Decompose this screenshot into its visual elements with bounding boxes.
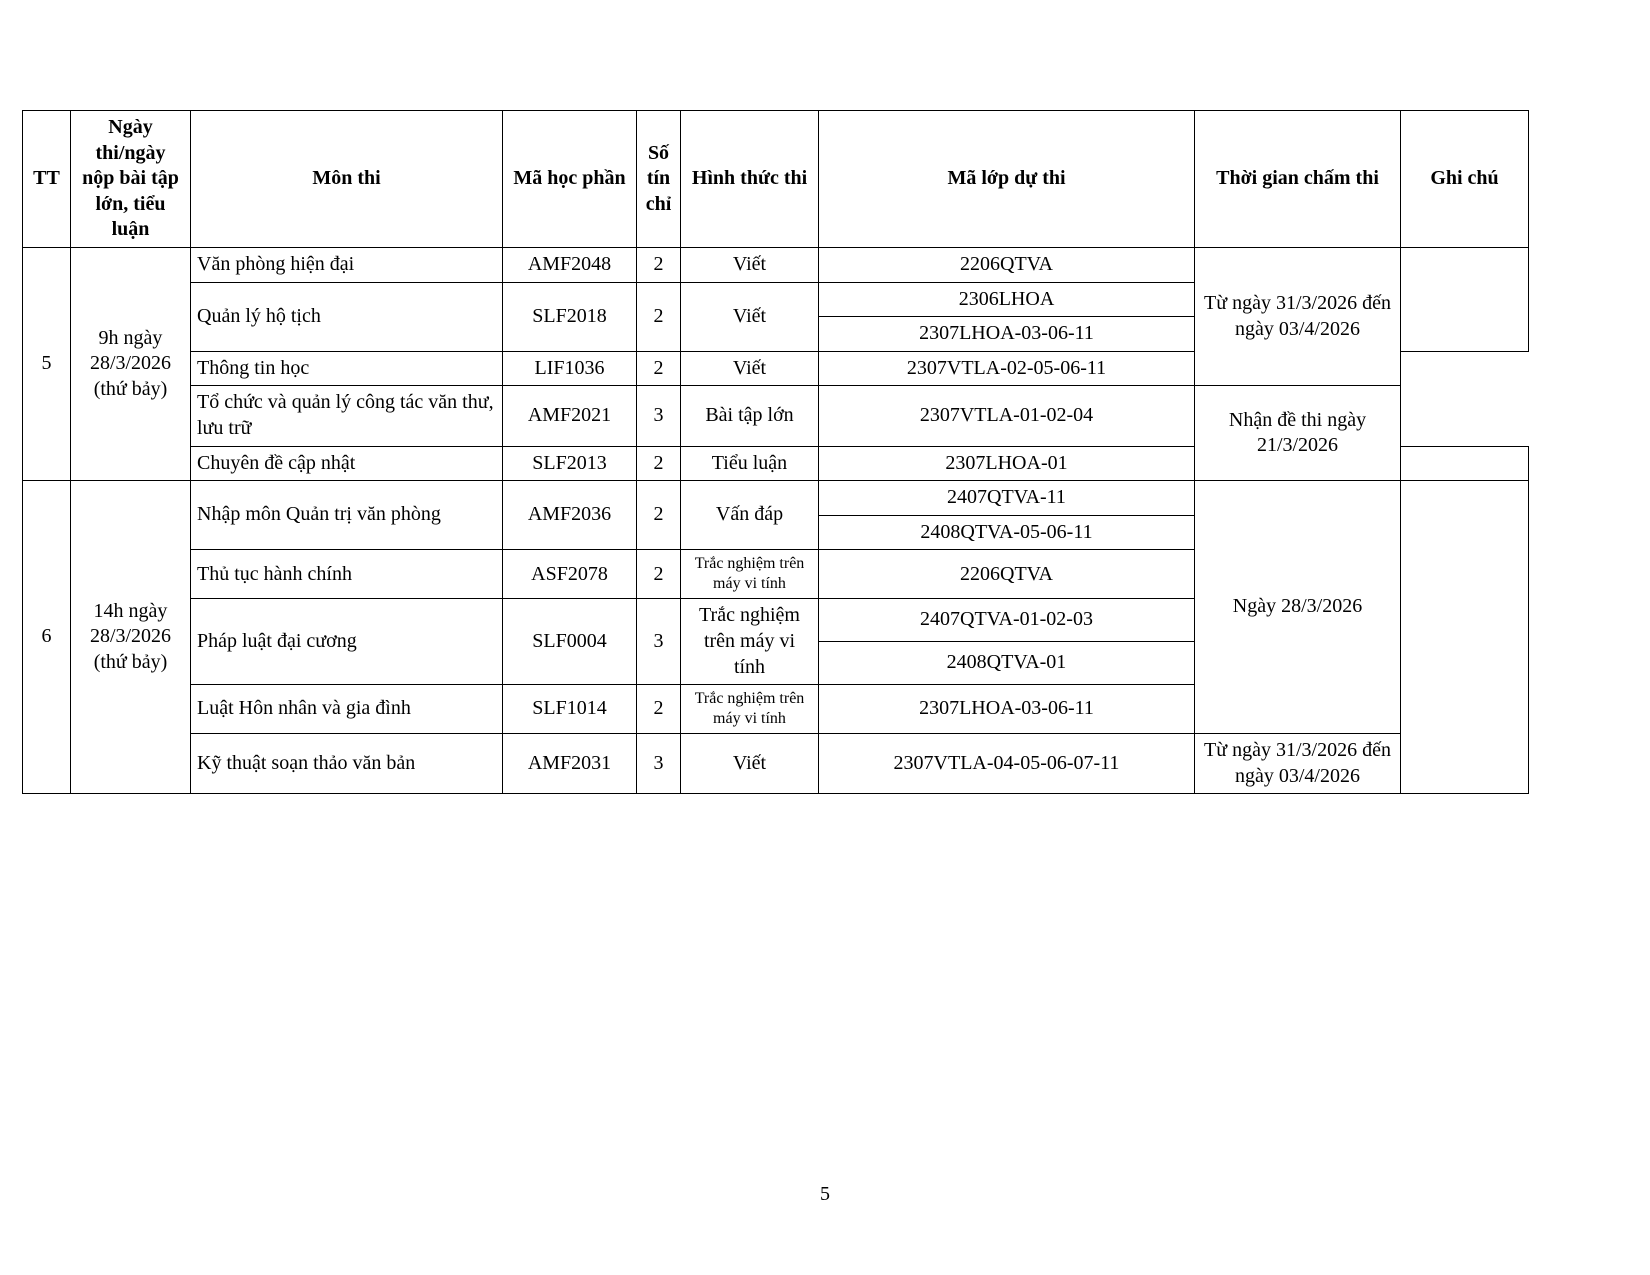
cell-class-code: 2408QTVA-01: [819, 642, 1195, 685]
cell-credits: 3: [637, 599, 681, 685]
cell-course-code: SLF0004: [503, 599, 637, 685]
cell-exam-form: Viết: [681, 351, 819, 386]
cell-class-code: 2407QTVA-11: [819, 481, 1195, 516]
cell-class-code: 2206QTVA: [819, 247, 1195, 282]
cell-exam-date: 14h ngày 28/3/2026 (thứ bảy): [71, 481, 191, 794]
column-header-credits: Số tín chỉ: [637, 111, 681, 248]
header-row: [23, 111, 1529, 248]
table-row: [23, 734, 1529, 794]
cell-credits: 2: [637, 282, 681, 351]
cell-class-code: 2307LHOA-01: [819, 446, 1195, 481]
cell-tt: 5: [23, 247, 71, 480]
cell-class-code: 2306LHOA: [819, 282, 1195, 317]
table-row: [23, 386, 1529, 446]
cell-course-code: AMF2021: [503, 386, 637, 446]
cell-class-code: 2408QTVA-05-06-11: [819, 515, 1195, 550]
cell-course-code: LIF1036: [503, 351, 637, 386]
cell-exam-form: Viết: [681, 734, 819, 794]
cell-class-code: 2206QTVA: [819, 550, 1195, 599]
cell-course-code: ASF2078: [503, 550, 637, 599]
cell-class-code: 2407QTVA-01-02-03: [819, 599, 1195, 642]
cell-credits: 2: [637, 550, 681, 599]
cell-exam-form: Trắc nghiệm trên máy vi tính: [681, 550, 819, 599]
column-header-grading-time: Thời gian chấm thi: [1195, 111, 1401, 248]
cell-exam-form: Viết: [681, 282, 819, 351]
cell-course-code: SLF2013: [503, 446, 637, 481]
cell-grading-time-spill: [1401, 446, 1529, 481]
cell-exam-date: 9h ngày 28/3/2026 (thứ bảy): [71, 247, 191, 480]
column-header-class-code: Mã lớp dự thi: [819, 111, 1195, 248]
cell-credits: 2: [637, 351, 681, 386]
cell-grading-time: Ngày 28/3/2026: [1195, 481, 1401, 734]
column-header-note: Ghi chú: [1401, 111, 1529, 248]
page-number: 5: [820, 1183, 830, 1205]
table-row: [23, 247, 1529, 282]
cell-credits: 2: [637, 247, 681, 282]
cell-grading-time-last: Từ ngày 31/3/2026 đến ngày 03/4/2026: [1195, 734, 1401, 794]
cell-note: Nhận đề thi ngày 21/3/2026: [1195, 386, 1401, 481]
cell-class-code: 2307VTLA-02-05-06-11: [819, 351, 1195, 386]
column-header-date: Ngày thi/ngày nộp bài tập lớn, tiểu luận: [71, 111, 191, 248]
cell-subject: Văn phòng hiện đại: [191, 247, 503, 282]
column-header-subject: Môn thi: [191, 111, 503, 248]
cell-subject: Thủ tục hành chính: [191, 550, 503, 599]
cell-course-code: AMF2048: [503, 247, 637, 282]
cell-credits: 2: [637, 685, 681, 734]
cell-tt: 6: [23, 481, 71, 794]
cell-course-code: SLF1014: [503, 685, 637, 734]
cell-exam-form: Trắc nghiệm trên máy vi tính: [681, 685, 819, 734]
cell-credits: 2: [637, 481, 681, 550]
column-header-course-code: Mã học phần: [503, 111, 637, 248]
cell-class-code: 2307VTLA-04-05-06-07-11: [819, 734, 1195, 794]
cell-grading-time: Từ ngày 31/3/2026 đến ngày 03/4/2026: [1195, 247, 1401, 385]
column-header-tt: TT: [23, 111, 71, 248]
cell-exam-form: Tiểu luận: [681, 446, 819, 481]
cell-credits: 3: [637, 734, 681, 794]
cell-subject: Nhập môn Quản trị văn phòng: [191, 481, 503, 550]
cell-subject: Luật Hôn nhân và gia đình: [191, 685, 503, 734]
cell-note-empty: [1401, 481, 1529, 794]
cell-subject: Kỹ thuật soạn thảo văn bản: [191, 734, 503, 794]
cell-class-code: 2307VTLA-01-02-04: [819, 386, 1195, 446]
cell-exam-form: Vấn đáp: [681, 481, 819, 550]
table-header: [23, 111, 1529, 248]
exam-schedule-table: [22, 110, 1529, 794]
cell-class-code: 2307LHOA-03-06-11: [819, 317, 1195, 352]
cell-course-code: AMF2031: [503, 734, 637, 794]
cell-course-code: AMF2036: [503, 481, 637, 550]
cell-note-empty: [1401, 247, 1529, 351]
cell-subject: Tổ chức và quản lý công tác văn thư, lưu trữ: [191, 386, 503, 446]
column-header-exam-form: Hình thức thi: [681, 111, 819, 248]
cell-subject: Quản lý hộ tịch: [191, 282, 503, 351]
cell-subject: Chuyên đề cập nhật: [191, 446, 503, 481]
cell-exam-form: Bài tập lớn: [681, 386, 819, 446]
cell-course-code: SLF2018: [503, 282, 637, 351]
cell-class-code: 2307LHOA-03-06-11: [819, 685, 1195, 734]
cell-subject: Thông tin học: [191, 351, 503, 386]
cell-exam-form: Viết: [681, 247, 819, 282]
cell-subject: Pháp luật đại cương: [191, 599, 503, 685]
cell-credits: 3: [637, 386, 681, 446]
table-body: [23, 247, 1529, 793]
table-row: [23, 481, 1529, 516]
cell-credits: 2: [637, 446, 681, 481]
cell-exam-form: Trắc nghiệm trên máy vi tính: [681, 599, 819, 685]
